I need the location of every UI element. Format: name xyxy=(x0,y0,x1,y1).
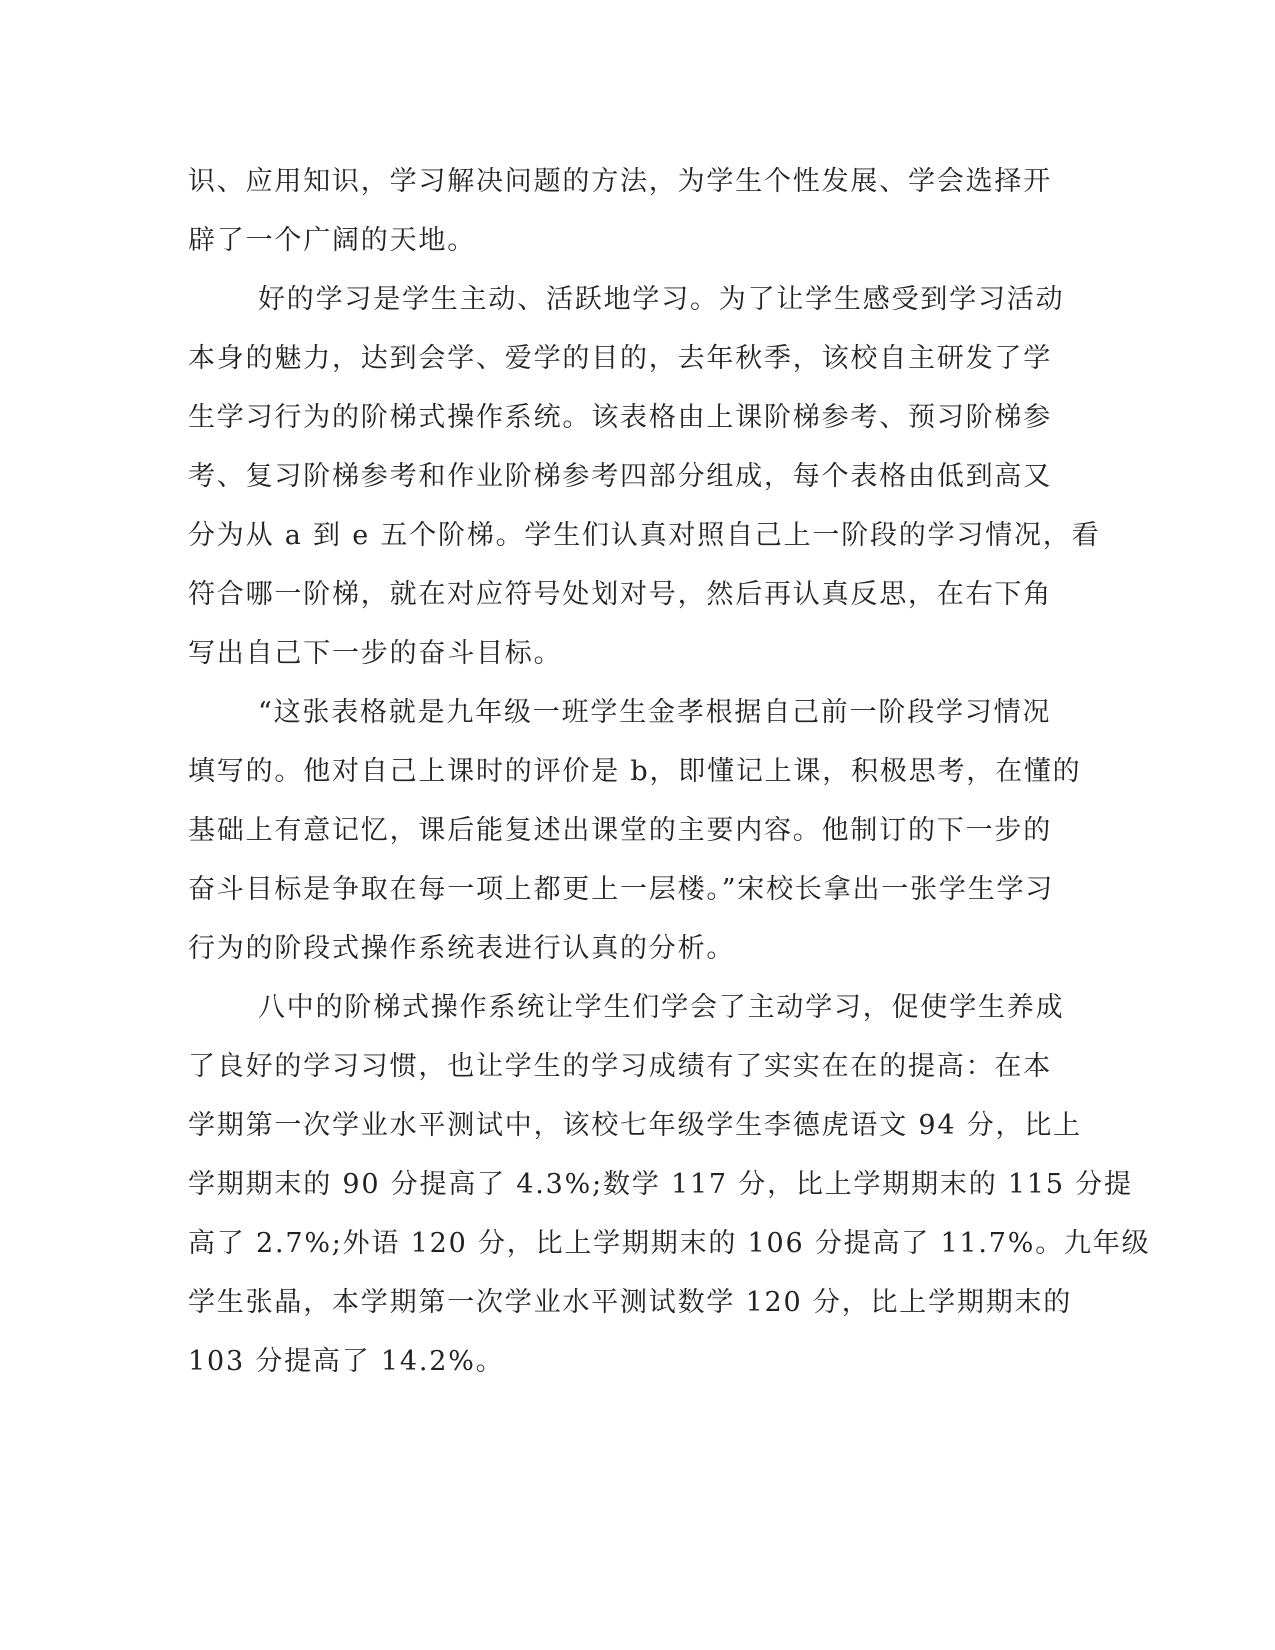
text-line: 高了 2.7%;外语 120 分，比上学期期末的 106 分提高了 11.7%。九年级 xyxy=(188,1228,1151,1259)
text-line: 基础上有意记忆，课后能复述出课堂的主要内容。他制订的下一步的 xyxy=(188,815,1052,846)
text-line: 辟了一个广阔的天地。 xyxy=(188,225,476,256)
text-line: 行为的阶段式操作系统表进行认真的分析。 xyxy=(188,933,736,964)
text-line: 写出自己下一步的奋斗目标。 xyxy=(188,638,563,669)
paragraph-first-line: 好的学习是学生主动、活跃地学习。为了让学生感受到学习活动 xyxy=(258,284,1065,315)
text-line: 学期第一次学业水平测试中，该校七年级学生李德虎语文 94 分，比上 xyxy=(188,1110,1082,1141)
text-line: 填写的。他对自己上课时的评价是 b，即懂记上课，积极思考，在懂的 xyxy=(188,756,1082,787)
text-line: 分为从 a 到 e 五个阶梯。学生们认真对照自己上一阶段的学习情况，看 xyxy=(188,520,1101,551)
paragraph-first-line: “这张表格就是九年级一班学生金孝根据自己前一阶段学习情况 xyxy=(258,697,1052,728)
text-line: 学期期末的 90 分提高了 4.3%;数学 117 分，比上学期期末的 115 分提 xyxy=(188,1169,1133,1200)
paragraph-first-line: 八中的阶梯式操作系统让学生们学会了主动学习，促使学生养成 xyxy=(258,992,1065,1023)
text-line: 奋斗目标是争取在每一项上都更上一层楼。”宋校长拿出一张学生学习 xyxy=(188,874,1055,905)
text-line: 本身的魅力，达到会学、爱学的目的，去年秋季，该校自主研发了学 xyxy=(188,343,1052,374)
text-line: 生学习行为的阶梯式操作系统。该表格由上课阶梯参考、预习阶梯参 xyxy=(188,402,1052,433)
text-line: 考、复习阶梯参考和作业阶梯参考四部分组成，每个表格由低到高又 xyxy=(188,461,1052,492)
text-line: 识、应用知识，学习解决问题的方法，为学生个性发展、学会选择开 xyxy=(188,166,1052,197)
text-line: 了良好的学习习惯，也让学生的学习成绩有了实实在在的提高：在本 xyxy=(188,1051,1052,1082)
text-line: 103 分提高了 14.2%。 xyxy=(188,1346,505,1377)
text-line: 学生张晶，本学期第一次学业水平测试数学 120 分，比上学期期末的 xyxy=(188,1287,1073,1318)
text-line: 符合哪一阶梯，就在对应符号处划对号，然后再认真反思，在右下角 xyxy=(188,579,1052,610)
